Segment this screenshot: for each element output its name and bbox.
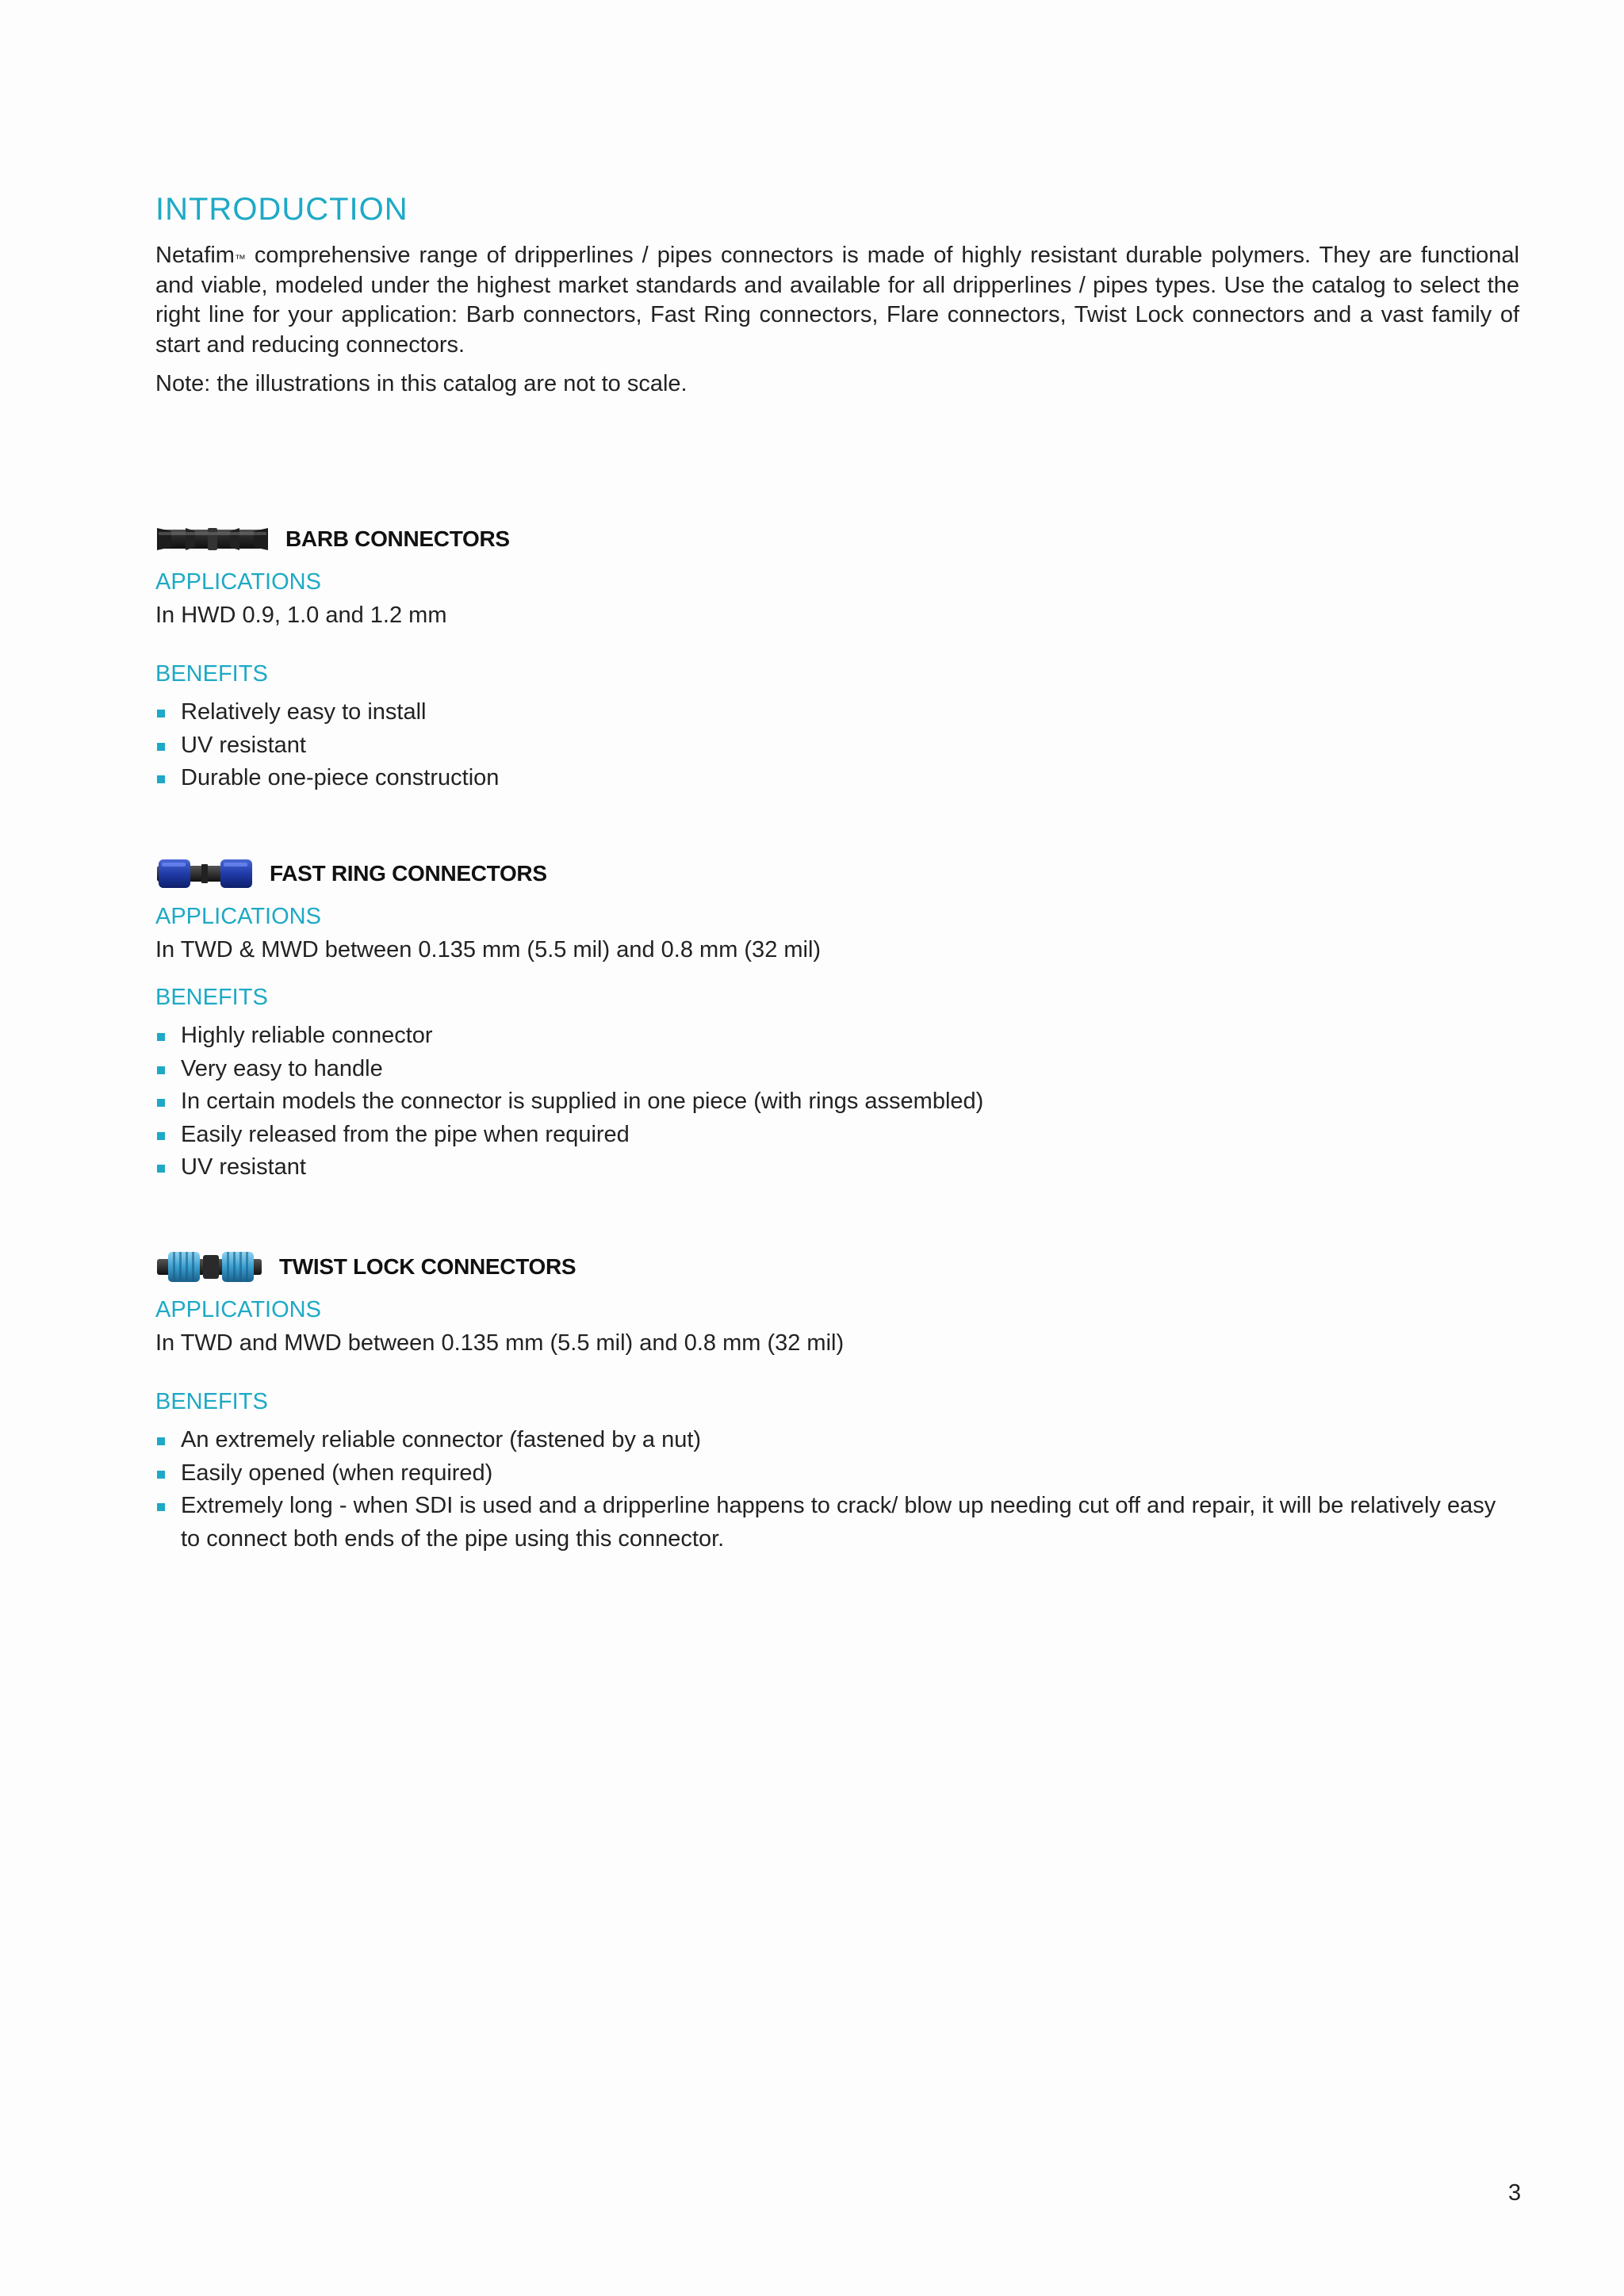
benefits-label: BENEFITS — [155, 661, 268, 687]
brand-name: Netafim — [155, 243, 235, 268]
section-title: TWIST LOCK CONNECTORS — [279, 1254, 576, 1279]
list-item: Easily released from the pipe when required — [155, 1119, 1519, 1152]
benefits-list — [155, 1424, 1519, 1556]
applications-label: APPLICATIONS — [155, 569, 321, 595]
section-title: FAST RING CONNECTORS — [270, 861, 547, 886]
benefits-list — [155, 1020, 1519, 1184]
bullet-square-icon — [157, 1503, 165, 1511]
bullet-square-icon — [157, 1437, 165, 1445]
bullet-square-icon — [157, 1165, 165, 1173]
intro-heading: INTRODUCTION — [155, 192, 408, 227]
section-title: BARB CONNECTORS — [285, 526, 510, 551]
bullet-square-icon — [157, 1033, 165, 1041]
list-item: UV resistant — [155, 729, 1519, 763]
bullet-square-icon — [157, 1066, 165, 1074]
list-item: Extremely long - when SDI is used and a dripperline happens to crack/ blow up needing cut off and repair, it will be relatively easy to connect both ends of the pipe using this connector. — [155, 1490, 1519, 1556]
applications-text: In HWD 0.9, 1.0 and 1.2 mm — [155, 603, 447, 628]
list-item: UV resistant — [155, 1151, 1519, 1184]
bullet-square-icon — [157, 743, 165, 751]
intro-note: Note: the illustrations in this catalog are not to scale. — [155, 371, 688, 396]
list-item: Very easy to handle — [155, 1053, 1519, 1086]
applications-label: APPLICATIONS — [155, 1297, 321, 1322]
list-item: An extremely reliable connector (fastened by a nut) — [155, 1424, 1519, 1457]
list-item: Highly reliable connector — [155, 1020, 1519, 1053]
benefits-label: BENEFITS — [155, 985, 268, 1010]
section-barb-connectors — [155, 520, 1519, 790]
section-twist-lock-connectors — [155, 1248, 1519, 1552]
barb-connector-icon — [155, 522, 270, 557]
bullet-square-icon — [157, 775, 165, 783]
page-number: 3 — [1508, 2180, 1522, 2206]
fast-ring-connector-icon — [155, 855, 254, 893]
benefits-label: BENEFITS — [155, 1389, 268, 1414]
bullet-square-icon — [157, 1471, 165, 1479]
applications-label: APPLICATIONS — [155, 904, 321, 929]
bullet-square-icon — [157, 710, 165, 718]
intro-paragraph — [155, 241, 1519, 360]
list-item: Durable one-piece construction — [155, 762, 1519, 795]
twist-lock-connector-icon — [155, 1248, 263, 1286]
bullet-square-icon — [157, 1132, 165, 1140]
applications-text: In TWD and MWD between 0.135 mm (5.5 mil) and 0.8 mm (32 mil) — [155, 1330, 845, 1356]
section-fast-ring-connectors — [155, 855, 1519, 1180]
intro-body: comprehensive range of dripperlines / pipes connectors is made of highly resistant durable polymers. They are functional and viable, modeled under the highest market standards and available for all dripperlines / pipes types. Use the catalog to select the right line for your application: Barb connectors, Fast Ring connectors, Flare connectors, Twist Lock connectors and a vast family of start and reducing connectors. — [155, 243, 1519, 358]
trademark-symbol: ™ — [234, 252, 246, 265]
bullet-square-icon — [157, 1099, 165, 1107]
list-item: Easily opened (when required) — [155, 1457, 1519, 1490]
applications-text: In TWD & MWD between 0.135 mm (5.5 mil) and 0.8 mm (32 mil) — [155, 937, 822, 962]
list-item: In certain models the connector is supplied in one piece (with rings assembled) — [155, 1085, 1519, 1119]
benefits-list — [155, 696, 1519, 795]
list-item: Relatively easy to install — [155, 696, 1519, 729]
